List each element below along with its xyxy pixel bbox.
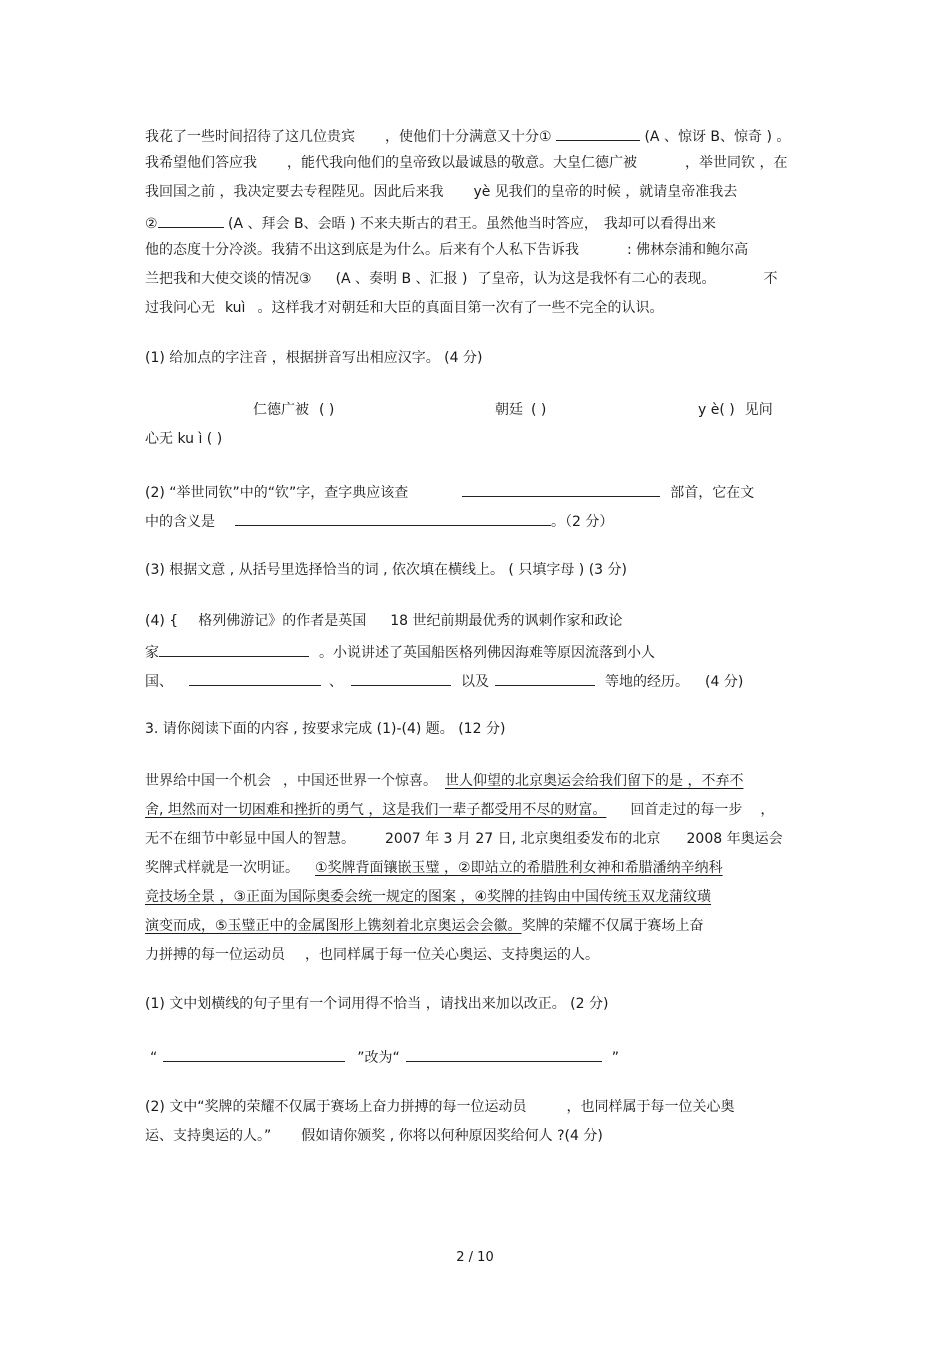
text: 力拼搏的每一位运动员 <box>145 947 285 963</box>
passage2-line-7 <box>145 945 599 965</box>
text: “ <box>150 1050 158 1066</box>
passage2-line-2 <box>145 800 774 820</box>
text: (4 分) <box>564 1128 603 1144</box>
text: 朝廷 <box>495 402 523 418</box>
answer-blank-radical[interactable] <box>462 480 660 497</box>
text: 、 <box>329 674 343 690</box>
text: 不 <box>763 271 778 287</box>
p2-question-2-line-1 <box>145 1097 735 1117</box>
passage2-line-1 <box>145 771 743 791</box>
text: ，使他们十分满意又十分① <box>385 129 552 145</box>
text: ，能代我向他们的皇帝致以最诚恳的敬意。大皇仁德广被 <box>287 155 637 171</box>
pinyin: kuì <box>225 300 246 316</box>
text: 奖牌的荣耀不仅属于赛场上奋 <box>521 918 704 934</box>
passage2-line-4 <box>145 858 723 878</box>
text: yè 见我们的皇帝的时候 ，就请皇帝准我去 <box>473 184 738 200</box>
answer-blank-country-3[interactable] <box>495 669 595 686</box>
passage1-line-5 <box>145 240 748 260</box>
question-1-item-2 <box>495 400 546 420</box>
text: (4 分) <box>705 674 744 690</box>
underlined-sentence: 演变而成 <box>145 918 201 934</box>
underlined-sentence: ，⑤玉璧正中的金属图形上镌刻着北京奥运会会徽。 <box>201 918 522 934</box>
passage1-line-6 <box>145 269 777 289</box>
text: ，中国还世界一个惊喜。 <box>283 773 437 789</box>
text: 我回国之前 ，我决定要去专程陛见。因此后来我 <box>145 184 444 200</box>
text: (2) 文中“奖牌的荣耀不仅属于赛场上奋力拼搏的每一位运动员 <box>145 1099 527 1115</box>
text: 家 <box>145 645 159 661</box>
text: ② <box>145 216 158 232</box>
text: 无不在细节中彰显中国人的智慧。 <box>145 831 355 847</box>
answer-blank-wrong-word[interactable] <box>163 1045 345 1062</box>
question-1-item-3 <box>698 400 773 420</box>
text: (A 、惊讶 B、惊奇 ) 。 <box>644 129 791 145</box>
text: 他的态度十分冷淡。我猜不出这到底是为什么。后来有个人私下告诉我 <box>145 242 579 258</box>
question-1-line-2[interactable]: 心无 ku ì ( ) <box>145 431 223 447</box>
passage1-line-7 <box>145 298 663 318</box>
text: ，也同样属于每一位关心奥 <box>566 1099 735 1115</box>
text: 。这样我才对朝廷和大臣的真面目第一次有了一些不完全的认识。 <box>257 300 664 316</box>
text: 过我问心无 <box>145 300 215 316</box>
text: 我花了一些时间招待了这几位贵宾 <box>145 129 355 145</box>
p2-question-1-answer <box>150 1045 619 1068</box>
answer-paren-1[interactable]: ( ) <box>319 402 335 418</box>
text: 2008 年奥运会 <box>686 831 783 847</box>
passage2-line-6 <box>145 916 704 936</box>
text: (2) “举世同钦”中的“钦”字，查字典应该查 <box>145 485 409 501</box>
passage1-line-2 <box>145 153 787 173</box>
text: ， <box>760 802 775 818</box>
text: 。小说讲述了英国船医格列佛因海难等原因流落到小人 <box>319 645 655 661</box>
answer-blank-2[interactable] <box>158 211 224 228</box>
question-3: (3) 根据文意 , 从括号里选择恰当的词 , 依次填在横线上。 ( 只填字母 ) (3 分) <box>145 562 627 578</box>
text: 18 世纪前期最优秀的讽刺作家和政论 <box>390 613 623 629</box>
answer-blank-author[interactable] <box>159 640 309 657</box>
underlined-sentence: ①奖牌背面镶嵌玉璧 <box>315 860 440 876</box>
text: 仁德广被 <box>253 402 309 418</box>
text: 了皇帝，认为这是我怀有二心的表现。 <box>477 271 716 287</box>
text: (A 、拜会 B、会晤 ) 不来夫斯古的君王。虽然他当时答应， <box>228 216 598 232</box>
text: ，也同样属于每一位关心奥运、支持奥运的人。 <box>305 947 599 963</box>
underlined-sentence: ，③正面为国际奥委会统一规定的图案 <box>219 889 457 905</box>
passage1-line-1 <box>145 124 790 147</box>
text: 奖牌式样就是一次明证。 <box>145 860 299 876</box>
text: (A 、奏明 B 、汇报 ) <box>335 271 468 287</box>
underlined-sentence: ，④奖牌的挂钩由中国传统玉双龙蒲纹璜 <box>460 889 712 905</box>
question-2-line-2 <box>145 509 613 532</box>
p2-question-2-line-2 <box>145 1126 603 1146</box>
underlined-sentence: ，这是我们一辈子都受用不尽的财富。 <box>368 802 607 818</box>
text: ”改为“ <box>357 1050 400 1066</box>
answer-blank-country-1[interactable] <box>189 669 321 686</box>
text: 回首走过的每一步 <box>630 802 743 818</box>
text: 我希望他们答应我 <box>145 155 257 171</box>
text: 。（2 分） <box>551 514 614 530</box>
answer-blank-1[interactable] <box>556 124 640 141</box>
text: ，举世同钦 ，在 <box>685 155 788 171</box>
question-4-line-3 <box>145 669 743 692</box>
underlined-sentence: 舍, 坦然而对一切困难和挫折的勇气 <box>145 802 364 818</box>
passage2-line-3 <box>145 829 783 849</box>
text: 见问 <box>744 402 773 418</box>
text: 中的含义是 <box>145 514 215 530</box>
text: 运、支持奥运的人。” <box>145 1128 272 1144</box>
text: 假如请你颁奖 , 你将以何种原因奖给何人 ? <box>301 1128 565 1144</box>
passage1-line-4 <box>145 211 716 234</box>
text: 国、 <box>145 674 173 690</box>
passage1-line-3 <box>145 182 737 202</box>
question-1-item-1 <box>253 400 334 420</box>
p2-question-1-title: (1) 文中划横线的句子里有一个词用得不恰当 ，请找出来加以改正。 (2 分) <box>145 996 609 1012</box>
question-2-line-1 <box>145 480 754 503</box>
text: : 佛林奈浦和鲍尔高 <box>627 242 749 258</box>
text: 世界给中国一个机会 <box>145 773 271 789</box>
text: 部首，它在文 <box>670 485 755 501</box>
answer-paren-3[interactable]: y è( ) <box>698 402 735 418</box>
passage2-line-5 <box>145 887 711 907</box>
text: ” <box>611 1050 620 1066</box>
text: 兰把我和大使交谈的情况③ <box>145 271 312 287</box>
underlined-sentence: ，②即站立的希腊胜利女神和希腊潘纳辛纳科 <box>444 860 723 876</box>
underlined-sentence: 世人仰望的北京奥运会给我们留下的是 <box>445 773 683 789</box>
question-4-line-1 <box>145 611 622 631</box>
text: 2007 年 3 月 27 日, 北京奥组委发布的北京 <box>385 831 661 847</box>
question-1-title: (1) 给加点的字注音 ，根据拼音写出相应汉字。 (4 分) <box>145 350 483 366</box>
text: 格列佛游记》的作者是英国 <box>198 613 367 629</box>
underlined-sentence: ，不弃不 <box>687 773 744 789</box>
answer-paren-2[interactable]: ( ) <box>531 402 547 418</box>
underlined-sentence: 竞技场全景 <box>145 889 215 905</box>
page-number: 2 / 10 <box>456 1250 494 1265</box>
text: 以及 <box>461 674 489 690</box>
section-3-title: 3. 请你阅读下面的内容 , 按要求完成 (1)-(4) 题。 (12 分) <box>145 721 506 737</box>
answer-blank-meaning[interactable] <box>235 509 551 526</box>
answer-blank-correction[interactable] <box>406 1045 602 1062</box>
text: 等地的经历。 <box>605 674 689 690</box>
answer-blank-country-2[interactable] <box>351 669 451 686</box>
text: 我却可以看得出来 <box>603 216 716 232</box>
question-4-line-2 <box>145 640 655 663</box>
text: (4) { <box>145 613 179 629</box>
